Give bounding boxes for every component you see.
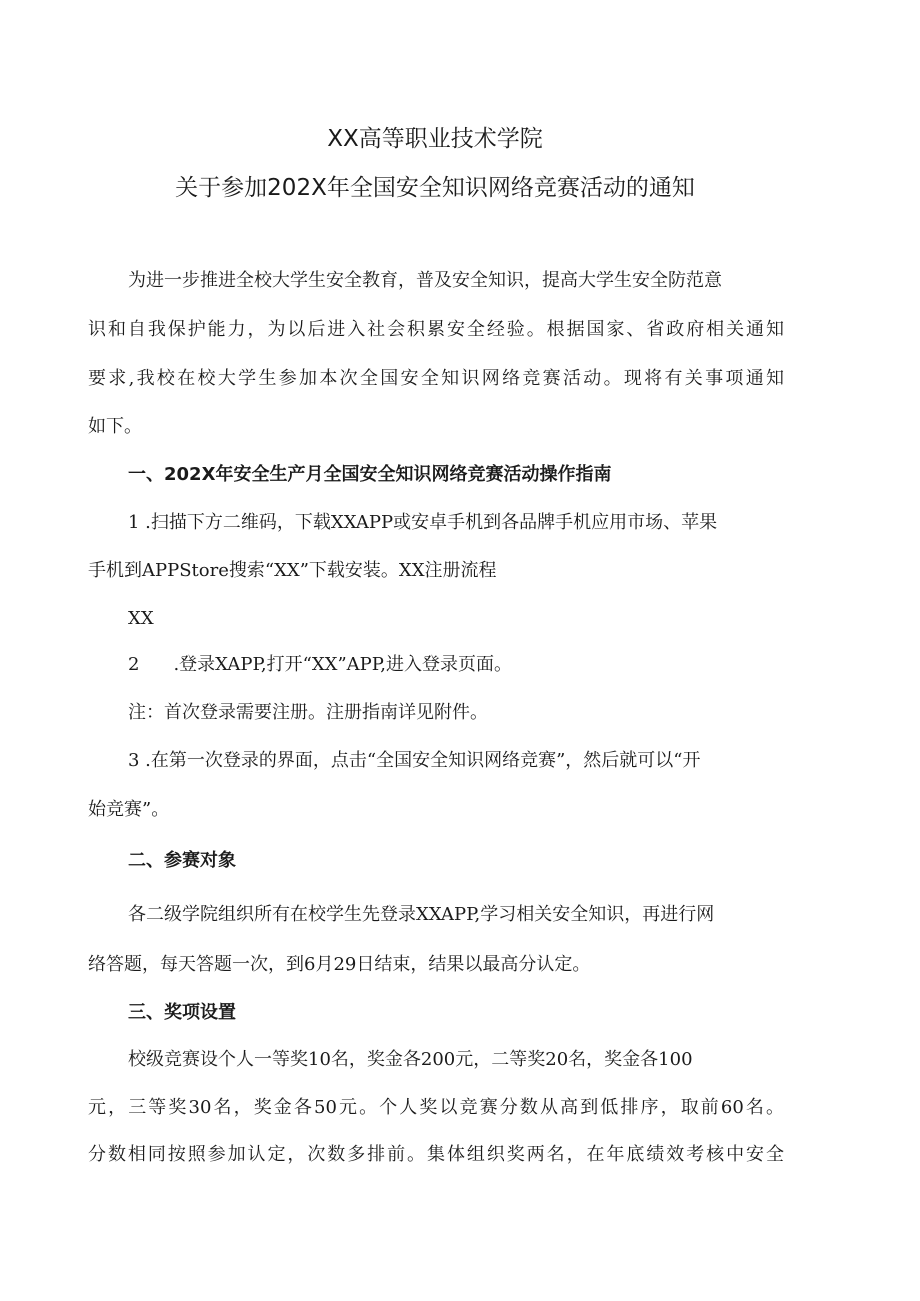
section2-heading: 二、参赛对象 bbox=[128, 850, 236, 871]
section1-step2-number: 2 bbox=[128, 654, 140, 675]
section2-line1: 各二级学院组织所有在校学生先登录XXAPP,学习相关安全知识，再进行网 bbox=[128, 904, 715, 925]
intro-line1: 为进一步推进全校大学生安全教育，普及安全知识，提高大学生安全防范意 bbox=[128, 270, 722, 291]
section1-step2-text: .登录XAPP,打开“XX”APP,进入登录页面。 bbox=[173, 654, 512, 675]
section1-step1-line2: 手机到APPStore搜索“XX”下载安装。XX注册流程 bbox=[88, 560, 497, 581]
intro-line3: 要求,我校在校大学生参加本次全国安全知识网络竞赛活动。现将有关事项通知 bbox=[88, 368, 784, 389]
section2-line2: 络答题，每天答题一次，到6月29日结束，结果以最高分认定。 bbox=[88, 954, 591, 975]
section1-xx-label: XX bbox=[128, 608, 154, 629]
document-title-line2: 关于参加202X年全国安全知识网络竞赛活动的通知 bbox=[175, 175, 695, 201]
document-title-line1: XX高等职业技术学院 bbox=[327, 126, 543, 152]
section1-heading: 一、202X年安全生产月全国安全知识网络竞赛活动操作指南 bbox=[128, 464, 612, 485]
section3-line1: 校级竞赛设个人一等奖10名，奖金各200元，二等奖20名，奖金各100 bbox=[128, 1049, 693, 1070]
section1-step1-line1: 1 .扫描下方二维码，下载XXAPP或安卓手机到各品牌手机应用市场、苹果 bbox=[128, 512, 718, 533]
section1-step3-line1: 3 .在第一次登录的界面，点击“全国安全知识网络竞赛”，然后就可以“开 bbox=[128, 750, 701, 771]
section1-step2 bbox=[128, 652, 828, 678]
intro-line4: 如下。 bbox=[88, 416, 142, 437]
section3-line3: 分数相同按照参加认定，次数多排前。集体组织奖两名，在年底绩效考核中安全 bbox=[88, 1144, 784, 1165]
section1-step3-line2: 始竞赛”。 bbox=[88, 799, 170, 820]
section3-heading: 三、奖项设置 bbox=[128, 1002, 236, 1023]
section1-note: 注：首次登录需要注册。注册指南详见附件。 bbox=[128, 702, 488, 723]
intro-line2: 识和自我保护能力，为以后进入社会积累安全经验。根据国家、省政府相关通知 bbox=[88, 319, 784, 340]
section3-line2: 元，三等奖30名，奖金各50元。个人奖以竞赛分数从高到低排序，取前60名。 bbox=[88, 1097, 784, 1118]
